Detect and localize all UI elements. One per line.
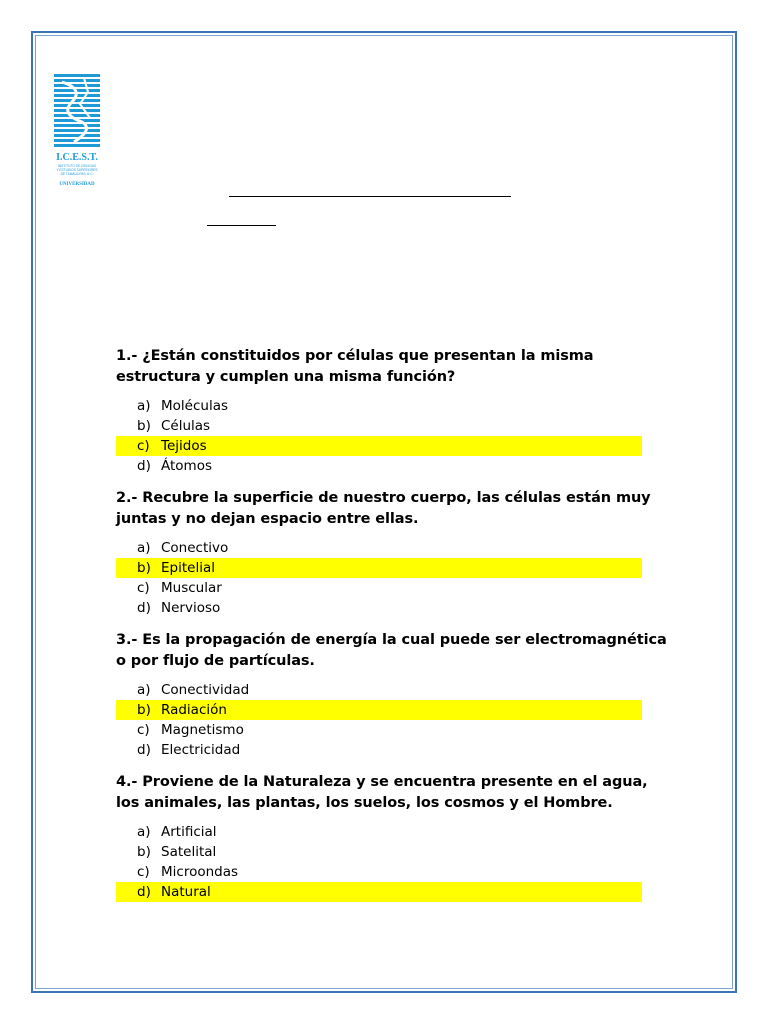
answer-option: [116, 396, 642, 416]
option-label: Radiación: [161, 702, 227, 718]
option-label: Células: [161, 418, 211, 434]
question-text: 1.- ¿Están constituidos por células que presentan la misma estructura y cumplen una misma función?: [116, 348, 594, 385]
answer-options: [116, 396, 668, 476]
answer-option-highlighted: [116, 436, 642, 456]
svg-text:UNIVERSIDAD: UNIVERSIDAD: [59, 182, 95, 187]
short-underline: [207, 225, 276, 226]
svg-text:INSTITUTO DE CIENCIAS: INSTITUTO DE CIENCIAS: [57, 164, 97, 168]
option-letter: a): [137, 824, 151, 840]
answer-option: [116, 862, 642, 882]
option-letter: b): [137, 844, 151, 860]
option-label: Nervioso: [161, 600, 221, 616]
question-text: 4.- Proviene de la Naturaleza y se encuentra presente en el agua, los animales, las plantas, los suelos, los cosmos y el Hombre.: [116, 774, 648, 811]
answer-option-highlighted: [116, 558, 642, 578]
option-letter: d): [137, 884, 151, 900]
option-letter: c): [137, 438, 150, 454]
svg-text:DE TAMAULIPAS, A.C.: DE TAMAULIPAS, A.C.: [60, 172, 94, 176]
option-label: Electricidad: [161, 742, 241, 758]
answer-option: [116, 416, 642, 436]
answer-option: [116, 456, 642, 476]
option-letter: c): [137, 580, 150, 596]
university-logo: [54, 74, 100, 192]
option-label: Conectividad: [161, 682, 250, 698]
option-label: Conectivo: [161, 540, 229, 556]
answer-option: [116, 720, 642, 740]
svg-text:Y ESTUDIOS SUPERIORES: Y ESTUDIOS SUPERIORES: [56, 168, 98, 172]
answer-option: [116, 740, 642, 760]
answer-options: [116, 538, 668, 618]
option-letter: b): [137, 702, 151, 718]
option-label: Muscular: [161, 580, 222, 596]
question-text: 3.- Es la propagación de energía la cual puede ser electromagnética o por flujo de partículas.: [116, 632, 667, 669]
option-label: Natural: [161, 884, 211, 900]
question-block: [116, 630, 668, 760]
answer-option: [116, 842, 642, 862]
option-label: Satelital: [161, 844, 217, 860]
option-label: Átomos: [161, 458, 212, 474]
answer-option: [116, 578, 642, 598]
option-label: Artificial: [161, 824, 217, 840]
name-underline: [229, 196, 511, 197]
option-letter: d): [137, 600, 151, 616]
option-letter: a): [137, 540, 151, 556]
question-block: [116, 346, 668, 476]
svg-text:I.C.E.S.T.: I.C.E.S.T.: [56, 152, 98, 163]
answer-option: [116, 598, 642, 618]
answer-option-highlighted: [116, 882, 642, 902]
option-letter: d): [137, 458, 151, 474]
question-block: [116, 772, 668, 902]
option-letter: c): [137, 722, 150, 738]
answer-option: [116, 538, 642, 558]
option-label: Magnetismo: [161, 722, 244, 738]
option-label: Tejidos: [161, 438, 207, 454]
answer-option-highlighted: [116, 700, 642, 720]
option-letter: b): [137, 418, 151, 434]
question-text: 2.- Recubre la superficie de nuestro cuerpo, las células están muy juntas y no dejan espacio entre ellas.: [116, 490, 651, 527]
option-label: Microondas: [161, 864, 239, 880]
answer-options: [116, 822, 668, 902]
answer-option: [116, 822, 642, 842]
quiz-content: [116, 346, 668, 914]
option-letter: d): [137, 742, 151, 758]
option-label: Epitelial: [161, 560, 215, 576]
question-block: [116, 488, 668, 618]
answer-options: [116, 680, 668, 760]
option-letter: a): [137, 398, 151, 414]
option-letter: a): [137, 682, 151, 698]
option-label: Moléculas: [161, 398, 228, 414]
option-letter: c): [137, 864, 150, 880]
answer-option: [116, 680, 642, 700]
option-letter: b): [137, 560, 151, 576]
